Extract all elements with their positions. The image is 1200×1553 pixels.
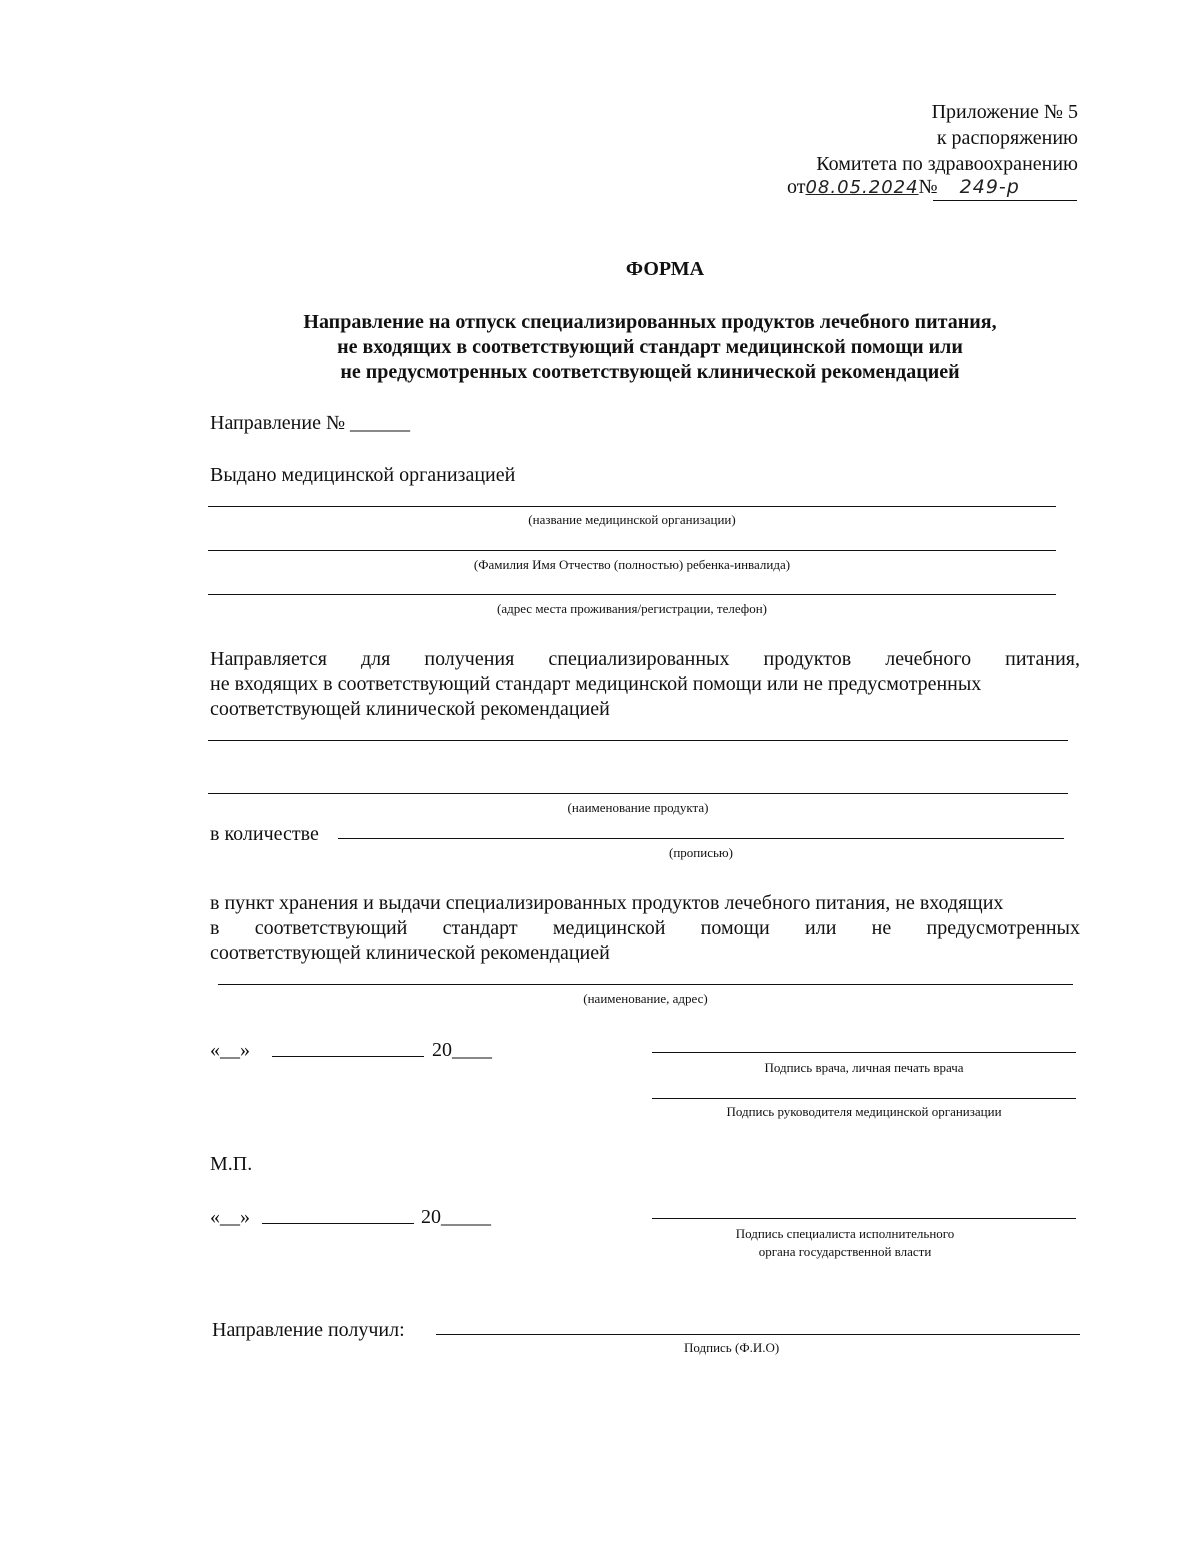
date-2-year[interactable]: 20_____ (421, 1206, 491, 1228)
doctor-sign-caption: Подпись врача, личная печать врача (764, 1060, 964, 1075)
stamp-label: М.П. (210, 1153, 253, 1175)
para1-line-1: Направляется для получения специализированных продуктов лечебного питания, (210, 648, 1080, 670)
head-sign-line[interactable] (652, 1098, 1076, 1099)
title-line-2: не входящих в соответствующий стандарт медицинской помощи или (337, 336, 963, 358)
specialist-sign-line[interactable] (652, 1218, 1076, 1219)
appendix-number: Приложение № 5 (931, 101, 1078, 123)
order-date-number (787, 175, 1079, 203)
product-line-1[interactable] (208, 740, 1068, 741)
org-name-line[interactable] (208, 506, 1056, 507)
date-2-quote[interactable]: «__» (210, 1206, 250, 1228)
date-prefix: от (787, 176, 806, 198)
quantity-line[interactable] (338, 838, 1064, 839)
received-label: Направление получил: (212, 1319, 405, 1341)
number-prefix: № (918, 176, 938, 198)
para1-line-3: соответствующей клинической рекомендацией (210, 698, 610, 720)
point-name-caption: (наименование, адрес) (583, 991, 708, 1006)
point-name-line[interactable] (218, 984, 1073, 985)
form-label: ФОРМА (625, 258, 705, 280)
head-sign-caption: Подпись руководителя медицинской организации (726, 1104, 1002, 1119)
receiver-sign-caption: Подпись (Ф.И.О) (684, 1340, 780, 1355)
specialist-sign-caption-1: Подпись специалиста исполнительного (735, 1226, 955, 1241)
specialist-sign-caption-2: органа государственной власти (758, 1244, 932, 1259)
in-words-caption: (прописью) (669, 845, 733, 860)
child-name-caption: (Фамилия Имя Отчество (полностью) ребенка-инвалида) (473, 557, 791, 572)
product-line-2[interactable] (208, 793, 1068, 794)
date-1-year[interactable]: 20____ (432, 1039, 492, 1061)
quantity-label: в количестве (210, 823, 319, 845)
title-line-3: не предусмотренных соответствующей клинической рекомендацией (340, 361, 960, 383)
child-name-line[interactable] (208, 550, 1056, 551)
para2-line-2: в соответствующий стандарт медицинской помощи или не предусмотренных (210, 917, 1080, 939)
date-1-quote[interactable]: «__» (210, 1039, 250, 1061)
handwritten-date: 08.05.2024 (805, 177, 919, 198)
committee-name: Комитета по здравоохранению (816, 153, 1078, 175)
para2-line-3: соответствующей клинической рекомендацией (210, 942, 610, 964)
date-1-month-line[interactable] (272, 1056, 424, 1057)
para1-line-2: не входящих в соответствующий стандарт медицинской помощи или не предусмотренных (210, 673, 982, 695)
receiver-sign-line[interactable] (436, 1334, 1080, 1335)
para2-line-1: в пункт хранения и выдачи специализированных продуктов лечебного питания, не входящих (210, 892, 1004, 914)
date-2-month-line[interactable] (262, 1223, 414, 1224)
title-line-1: Направление на отпуск специализированных продуктов лечебного питания, (303, 311, 997, 333)
product-name-caption: (наименование продукта) (567, 800, 709, 815)
direction-number-label: Направление № ______ (210, 412, 411, 434)
org-name-caption: (название медицинской организации) (528, 512, 736, 527)
handwritten-number: 249-р (959, 176, 1020, 198)
address-caption: (адрес места проживания/регистрации, телефон) (497, 601, 767, 616)
address-line[interactable] (208, 594, 1056, 595)
issued-by-label: Выдано медицинской организацией (210, 464, 516, 486)
number-underline (933, 200, 1077, 201)
order-reference: к распоряжению (936, 127, 1078, 149)
doctor-sign-line[interactable] (652, 1052, 1076, 1053)
